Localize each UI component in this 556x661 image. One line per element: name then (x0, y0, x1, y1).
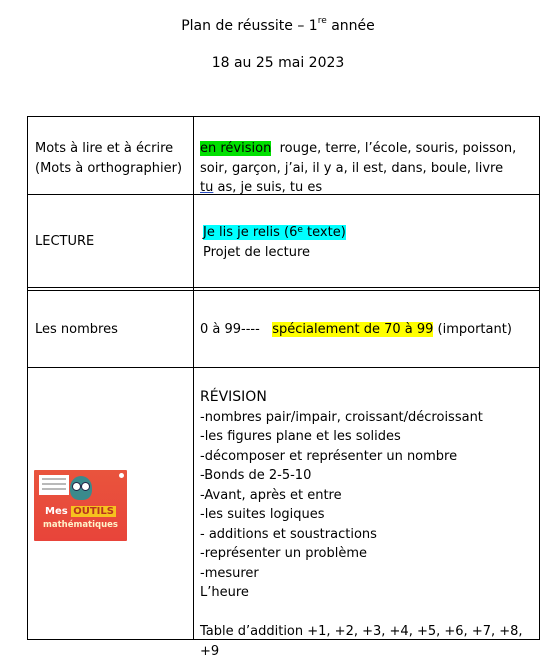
math-topic-item: -nombres pair/impair, croissant/décroissant (200, 409, 483, 425)
mots-label-line2: (Mots à orthographier) (35, 160, 183, 176)
title-end: année (326, 18, 375, 34)
column-divider (193, 117, 194, 639)
lecture-line2: Projet de lecture (203, 244, 310, 260)
lecture-highlight-end: texte) (302, 225, 346, 240)
math-topic-item: L’heure (200, 585, 249, 600)
math-topic-item: -Bonds de 2-5-10 (200, 468, 312, 483)
row-divider-double (28, 287, 539, 291)
math-topic-item: -représenter un problème (200, 546, 368, 561)
nombres-highlight: spécialement de 70 à 99 (272, 322, 434, 337)
math-topic-item: -les figures plane et les solides (200, 429, 401, 444)
lecture-highlight (203, 225, 346, 240)
row-divider (28, 367, 539, 368)
book-title-line1 (34, 506, 127, 517)
lecture-superscript: e (297, 225, 303, 235)
book-title-outils: OUTILS (73, 506, 114, 517)
date-range: 18 au 25 mai 2023 (211, 55, 345, 71)
mots-underlined-word: tu (200, 180, 214, 195)
math-topic-item (200, 603, 539, 623)
nombres-content (200, 320, 512, 340)
mots-content (200, 139, 516, 198)
mots-label-line1: Mots à lire et à écrire (35, 141, 174, 156)
mots-line3: as, je suis, tu es (213, 180, 323, 195)
math-topic-item: -décomposer et représenter un nombre (200, 448, 458, 464)
book-title-mes: Mes (45, 506, 68, 517)
plan-table (27, 116, 540, 659)
owl-mascot-icon (70, 476, 92, 500)
book-title-line2: mathématiques (42, 520, 118, 530)
nombres-suffix: (important) (433, 322, 512, 337)
math-topic-item: -les suites logiques (200, 507, 325, 522)
page-title (0, 18, 556, 34)
revision-highlight: en révision (200, 141, 272, 156)
cover-card-graphic (39, 475, 69, 495)
math-topic-item: Table d’addition +1, +2, +3, +4, +5, +6, +7, +8, +9 (200, 624, 523, 659)
title-superscript: re (317, 16, 327, 26)
mots-line1: rouge, terre, l’école, souris, poisson, (271, 141, 517, 156)
math-topic-item: -mesurer (200, 565, 259, 581)
mes-outils-mathematiques-book-cover (34, 470, 127, 541)
lecture-highlight-text: Je lis je relis (6 (203, 225, 298, 240)
cover-badge-icon (119, 473, 124, 478)
nombres-label: Les nombres (35, 322, 118, 337)
math-topic-item: -Avant, après et entre (200, 487, 342, 503)
math-topic-item: RÉVISION (200, 389, 267, 405)
mots-line2: soir, garçon, j’ai, il y a, il est, dans, boule, livre (200, 160, 504, 176)
title-main: Plan de réussite – 1 (181, 18, 318, 34)
mots-label (35, 139, 182, 178)
lecture-content (203, 223, 346, 262)
math-topics-list (200, 388, 539, 661)
lecture-label: LECTURE (35, 234, 95, 249)
math-topic-item: - additions et soustractions (200, 526, 377, 542)
nombres-range: 0 à 99---- (200, 322, 273, 337)
